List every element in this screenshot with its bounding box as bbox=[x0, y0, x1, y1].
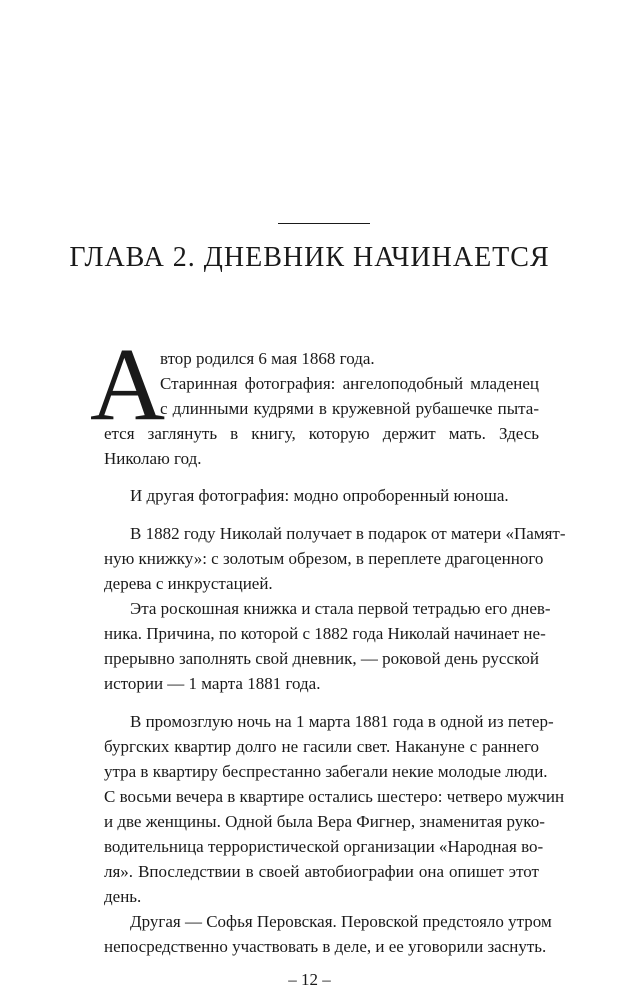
text-line: утра в квартиру беспрестанно забегали некие молодые люди. bbox=[104, 762, 548, 781]
text-line: В промозглую ночь на 1 марта 1881 года в одной из петер- bbox=[130, 712, 554, 731]
chapter-title: ГЛАВА 2. ДНЕВНИК НАЧИНАЕТСЯ bbox=[69, 242, 550, 273]
text-line: непосредственно участвовать в деле, и ее уговорили заснуть. bbox=[104, 937, 547, 956]
text-line: С восьми вечера в квартире остались шестеро: четверо мужчин bbox=[104, 787, 565, 806]
text-line: И другая фотография: модно опроборенный юноша. bbox=[130, 486, 509, 505]
text-line: В 1882 году Николай получает в подарок от матери «Памят- bbox=[130, 524, 566, 543]
text-line: истории — 1 марта 1881 года. bbox=[104, 674, 321, 693]
text-line: водительница террористической организации «Народная во- bbox=[104, 837, 544, 856]
text-line: ника. Причина, по которой с 1882 года Николай начинает не- bbox=[104, 624, 546, 643]
text-line: бургских квартир долго не гасили свет. Накануне с раннего bbox=[104, 737, 539, 756]
text-line: прерывно заполнять свой дневник, — роковой день русской bbox=[104, 649, 539, 668]
text-line: Эта роскошная книжка и стала первой тетрадью его днев- bbox=[130, 599, 551, 618]
text-line: Другая — Софья Перовская. Перовской предстояло утром bbox=[130, 912, 552, 931]
page-number: – 12 – bbox=[288, 970, 331, 989]
text-line: Старинная фотография: ангелоподобный младенец bbox=[160, 374, 539, 393]
text-line: втор родился 6 мая 1868 года. bbox=[160, 349, 375, 368]
chapter-rule bbox=[278, 223, 370, 224]
text-line: и две женщины. Одной была Вера Фигнер, знаменитая руко- bbox=[104, 812, 545, 831]
text-line: с длинными кудрями в кружевной рубашечке пыта- bbox=[160, 399, 539, 418]
text-line: ля». Впоследствии в своей автобиографии она опишет этот bbox=[104, 862, 539, 881]
text-line: ную книжку»: с золотым обрезом, в переплете драгоценного bbox=[104, 549, 544, 568]
drop-cap: А bbox=[90, 327, 166, 442]
text-line: дерева с инкрустацией. bbox=[104, 574, 273, 593]
text-line: Николаю год. bbox=[104, 449, 202, 468]
text-line: ется заглянуть в книгу, которую держит мать. Здесь bbox=[104, 424, 539, 443]
text-line: день. bbox=[104, 887, 142, 906]
